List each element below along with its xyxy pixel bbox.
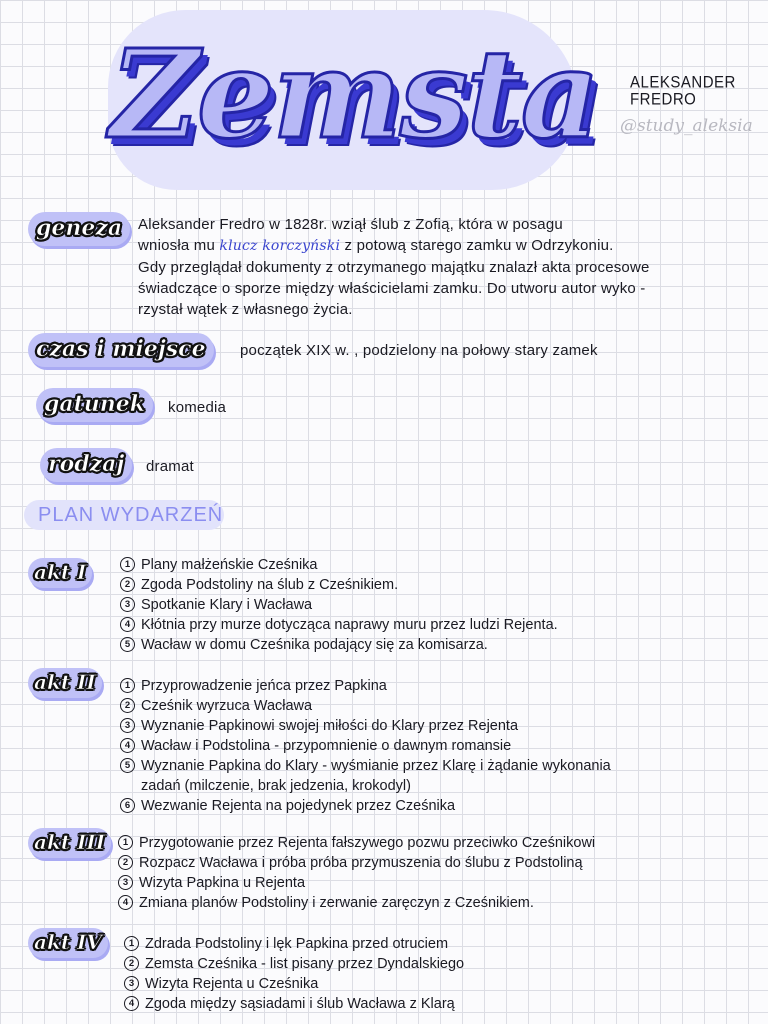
act-1-tag: akt I [28, 558, 92, 588]
list-item: 4 Zmiana planów Podstoliny i zerwanie zaręczyn z Cześnikiem. [118, 893, 595, 913]
list-item: 2 Zgoda Podstoliny na ślub z Cześnikiem. [120, 575, 558, 595]
author-first-name: ALEKSANDER [630, 73, 736, 92]
list-item-continuation: zadań (milczenie, brak jedzenia, krokodyl) [141, 778, 411, 794]
author-last-name: FREDRO [630, 90, 697, 109]
list-item: 1 Przyprowadzenie jeńca przez Papkina [120, 676, 611, 696]
act-2-list [120, 676, 611, 816]
list-item: 3 Wizyta Papkina u Rejenta [118, 873, 595, 893]
rodzaj-tag: rodzaj [40, 448, 132, 482]
act-2-tag: akt II [28, 668, 102, 698]
geneza-line-5: rzystał wątek z własnego życia. [138, 301, 353, 318]
author-name [630, 73, 736, 109]
list-item: 3 Wyznanie Papkinowi swojej miłości do Klary przez Rejenta [120, 716, 611, 736]
list-item: 3 Wizyta Rejenta u Cześnika [124, 974, 464, 994]
gatunek-text: komedia [168, 399, 227, 416]
geneza-line-2: wniosła mu klucz korczyński z potową starego zamku w Odrzykoniu. [138, 237, 614, 254]
list-item: 4 Zgoda między sąsiadami i ślub Wacława z Klarą [124, 994, 464, 1014]
list-item: 1 Zdrada Podstoliny i lęk Papkina przed otruciem [124, 934, 464, 954]
list-item: 1 Plany małżeńskie Cześnika [120, 555, 558, 575]
act-3-list [118, 833, 595, 913]
list-item: 4 Wacław i Podstolina - przypomnienie o dawnym romansie [120, 736, 611, 756]
list-item: 2 Cześnik wyrzuca Wacława [120, 696, 611, 716]
signature-watermark: @study_aleksia [620, 116, 753, 136]
plan-heading: PLAN WYDARZEŃ [24, 500, 224, 530]
list-item: 4 Kłótnia przy murze dotycząca naprawy muru przez ludzi Rejenta. [120, 615, 558, 635]
page-title: Zemsta [110, 22, 598, 166]
geneza-line-4: świadczące o sporze między właścicielami zamku. Do utworu autor wyko - [138, 280, 646, 297]
gatunek-tag: gatunek [36, 388, 153, 422]
list-item: 2 Zemsta Cześnika - list pisany przez Dyndalskiego [124, 954, 464, 974]
geneza-text [138, 214, 748, 320]
rodzaj-text: dramat [146, 458, 194, 475]
act-4-tag: akt IV [28, 928, 108, 958]
act-3-tag: akt III [28, 828, 111, 858]
geneza-tag: geneza [28, 212, 130, 246]
act-1-list [120, 555, 558, 655]
list-item: 5 Wyznanie Papkina do Klary - wyśmianie przez Klarę i żądanie wykonania [120, 756, 611, 776]
geneza-line-3: Gdy przeglądał dokumenty z otrzymanego majątku znalazł akta procesowe [138, 259, 650, 276]
act-4-list [124, 934, 464, 1014]
list-item: 6 Wezwanie Rejenta na pojedynek przez Cześnika [120, 796, 611, 816]
list-item: 2 Rozpacz Wacława i próba próba przymuszenia do ślubu z Podstoliną [118, 853, 595, 873]
list-item: 5 Wacław w domu Cześnika podający się za komisarza. [120, 635, 558, 655]
list-item: 3 Spotkanie Klary i Wacława [120, 595, 558, 615]
czas-text: początek XIX w. , podzielony na połowy stary zamek [240, 342, 598, 359]
czas-tag: czas i miejsce [28, 333, 214, 367]
highlighted-phrase: klucz korczyński [219, 238, 341, 254]
geneza-line-1: Aleksander Fredro w 1828r. wziął ślub z Zofią, która w posagu [138, 216, 563, 233]
list-item: 1 Przygotowanie przez Rejenta fałszywego pozwu przeciwko Cześnikowi [118, 833, 595, 853]
